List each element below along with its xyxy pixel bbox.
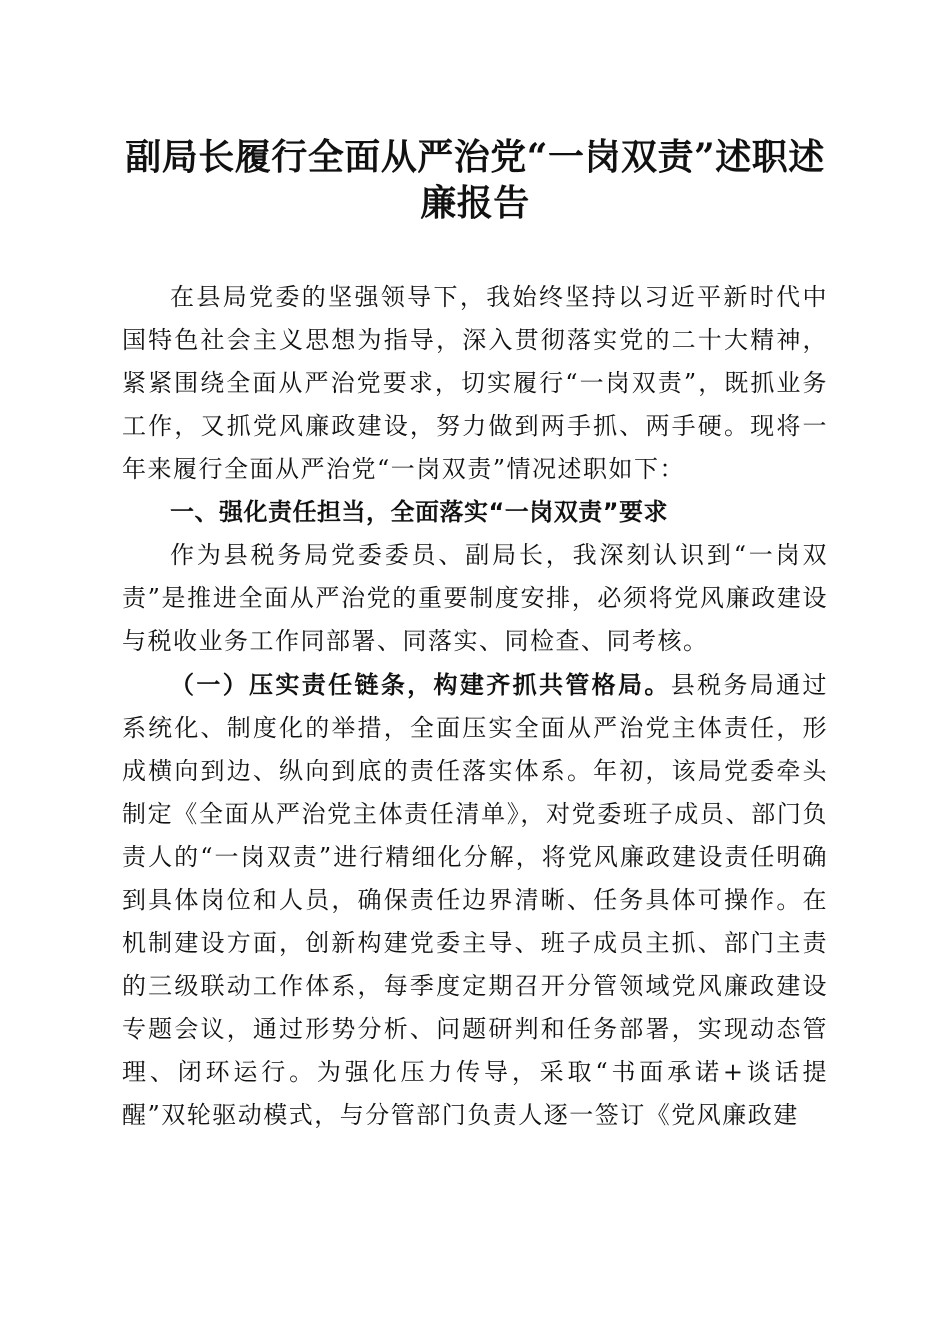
document-title xyxy=(110,134,840,226)
subsection-1-paragraph xyxy=(122,663,828,1137)
title-line-2: 廉报告 xyxy=(420,182,530,224)
section-1-paragraph: 作为县税务局党委委员、副局长，我深刻认识到“一岗双责”是推进全面从严治党的重要制度安排，必须将党风廉政建设与税收业务工作同部署、同落实、同检查、同考核。 xyxy=(122,541,828,655)
subsection-1-body: 县税务局通过系统化、制度化的举措，全面压实全面从严治党主体责任，形成横向到边、纵向到底的责任落实体系。年初，该局党委牵头制定《全面从严治党主体责任清单》，对党委班子成员、部门负责人的“一岗双责”进行精细化分解，将党风廉政建设责任明确到具体岗位和人员，确保责任边界清晰、任务具体可操作。在机制建设方面，创新构建党委主导、班子成员主抓、部门主责的三级联动工作体系，每季度定期召开分管领域党风廉政建设专题会议，通过形势分析、问题研判和任务部署，实现动态管理、闭环运行。为强化压力传导，采取“书面承诺+谈话提醒”双轮驱动模式，与分管部门负责人逐一签订《党风廉政建 xyxy=(122,671,829,1129)
section-heading-1: 一、强化责任担当，全面落实“一岗双责”要求 xyxy=(170,498,669,526)
document-body xyxy=(122,276,828,1137)
subsection-1-lead: （一）压实责任链条，构建齐抓共管格局。 xyxy=(170,670,671,699)
title-line-1: 副局长履行全面从严治党“一岗双责”述职述 xyxy=(125,136,825,178)
intro-paragraph: 在县局党委的坚强领导下，我始终坚持以习近平新时代中国特色社会主义思想为指导，深入贯彻落实党的二十大精神，紧紧围绕全面从严治党要求，切实履行“一岗双责”，既抓业务工作，又抓党风廉政建设，努力做到两手抓、两手硬。现将一年来履行全面从严治党“一岗双责”情况述职如下： xyxy=(122,283,828,483)
